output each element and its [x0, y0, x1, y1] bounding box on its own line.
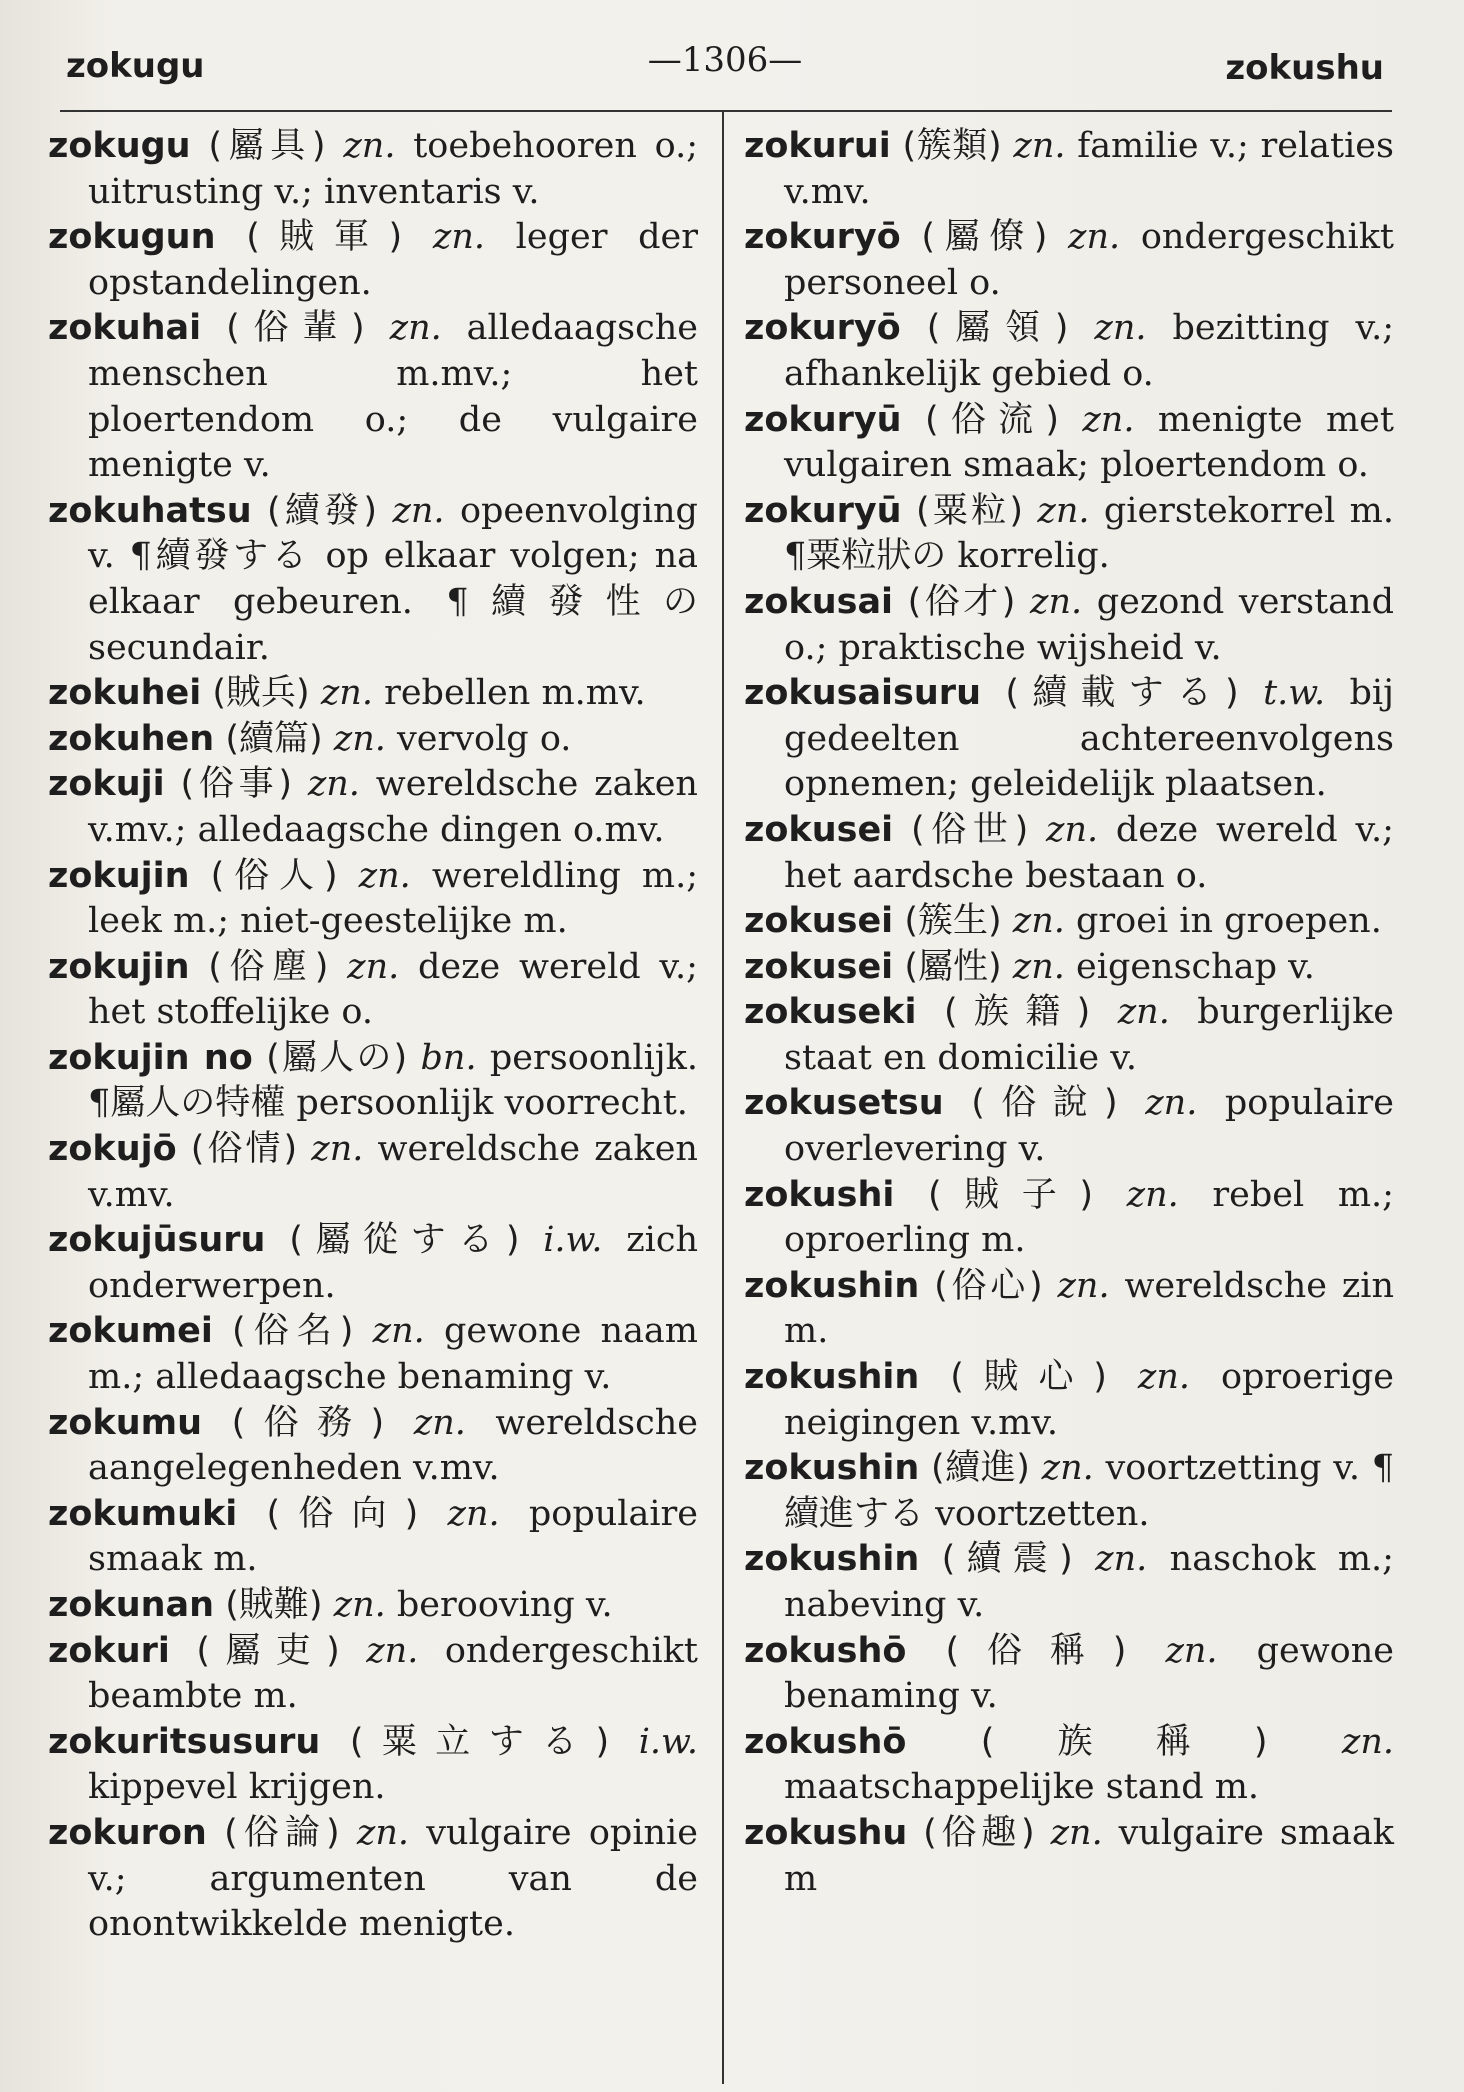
- entry-headword: zokunan: [48, 1585, 215, 1625]
- dictionary-entry: [48, 1127, 698, 1218]
- entry-definition: deze wereld v.; het aardsche bestaan o.: [784, 809, 1394, 896]
- entry-definition: gezond verstand o.; praktische wijsheid v.: [784, 581, 1394, 668]
- entry-kanji: (續篇): [225, 718, 323, 759]
- column-divider: [722, 112, 724, 2084]
- entry-headword: zokushō: [744, 1721, 907, 1762]
- entry-headword: zokumuki: [48, 1493, 238, 1534]
- entry-kanji: (俗塵): [208, 946, 329, 987]
- dictionary-entry: [744, 398, 1394, 489]
- entry-headword: zokuron: [48, 1812, 207, 1853]
- dictionary-entry: [48, 1583, 698, 1629]
- entry-definition: wereldling m.; leek m.; niet-geestelijke m.: [88, 855, 698, 942]
- entry-definition: gewone naam m.; alledaagsche benaming v.: [88, 1311, 698, 1398]
- entry-definition: zich onderwerpen.: [88, 1220, 698, 1306]
- entry-kanji: (賊心): [950, 1357, 1107, 1398]
- entry-definition: vervolg o.: [397, 718, 572, 759]
- dictionary-entry: [48, 1036, 698, 1127]
- dictionary-entry: [744, 990, 1394, 1081]
- entry-headword: zokuhatsu: [48, 490, 252, 531]
- entry-definition: naschok m.; nabeving v.: [784, 1539, 1394, 1625]
- entry-part-of-speech: i.w.: [543, 1220, 603, 1261]
- entry-kanji: (俗人): [210, 855, 338, 896]
- dictionary-entry: [744, 1629, 1394, 1720]
- entry-part-of-speech: zn.: [392, 490, 445, 531]
- entry-part-of-speech: zn.: [366, 1630, 419, 1671]
- entry-kanji: (俗稱): [945, 1630, 1127, 1671]
- entry-definition: vulgaire opinie v.; argumenten van de onontwikkelde menigte.: [88, 1812, 698, 1945]
- entry-kanji: (屬領): [926, 308, 1069, 349]
- dictionary-entry: [48, 1629, 698, 1720]
- entry-definition: wereldsche zaken v.mv.: [88, 1129, 698, 1215]
- entry-headword: zokuhen: [48, 718, 215, 759]
- entry-definition: bij gedeelten achtereenvolgens opnemen; geleidelijk plaatsen.: [784, 673, 1394, 805]
- header-rule: [60, 110, 1392, 112]
- entry-headword: zokushin: [744, 1357, 920, 1398]
- entry-definition: leger der opstandelingen.: [88, 217, 698, 303]
- entry-kanji: (續震): [941, 1539, 1073, 1580]
- entry-part-of-speech: zn.: [311, 1129, 364, 1170]
- entry-part-of-speech: zn.: [307, 764, 360, 805]
- entry-part-of-speech: zn.: [356, 1812, 409, 1853]
- entry-part-of-speech: zn.: [1046, 809, 1099, 850]
- entry-part-of-speech: i.w.: [638, 1721, 698, 1762]
- page-number: —1306—: [647, 40, 803, 80]
- right-column: [744, 124, 1394, 1902]
- entry-headword: zokusai: [744, 581, 894, 622]
- entry-headword: zokumei: [48, 1311, 213, 1352]
- entry-kanji: (賊難): [225, 1585, 323, 1625]
- entry-part-of-speech: zn.: [432, 217, 485, 258]
- entry-definition: wereldsche zin m.: [784, 1265, 1394, 1352]
- entry-part-of-speech: zn.: [333, 1585, 386, 1625]
- entry-part-of-speech: bn.: [420, 1037, 477, 1078]
- entry-headword: zokugun: [48, 217, 216, 258]
- entry-headword: zokujin: [48, 855, 190, 896]
- dictionary-entry: [744, 1446, 1394, 1537]
- entry-definition: ondergeschikt beambte m.: [88, 1630, 698, 1717]
- entry-definition: voortzetting v. ¶續進する voortzetten.: [784, 1448, 1394, 1534]
- entry-part-of-speech: zn.: [1094, 308, 1147, 349]
- entry-part-of-speech: zn.: [447, 1493, 500, 1534]
- entry-kanji: (俗世): [910, 809, 1029, 850]
- entry-headword: zokuri: [48, 1630, 170, 1671]
- entry-definition: populaire smaak m.: [88, 1493, 698, 1580]
- entry-kanji: (續載する): [1005, 673, 1239, 714]
- dictionary-entry: [48, 671, 698, 717]
- entry-definition: eigenschap v.: [1076, 946, 1315, 987]
- entry-kanji: (族稱): [980, 1721, 1268, 1762]
- dictionary-entry: [744, 580, 1394, 671]
- dictionary-entry: [744, 808, 1394, 899]
- entry-kanji: (屬具): [208, 126, 326, 166]
- entry-headword: zokurui: [744, 126, 891, 166]
- entry-headword: zokusei: [744, 809, 894, 850]
- dictionary-entry: [48, 1218, 698, 1309]
- entry-part-of-speech: t.w.: [1263, 673, 1326, 714]
- entry-part-of-speech: zn.: [389, 308, 442, 349]
- entry-headword: zokujin no: [48, 1037, 253, 1078]
- dictionary-entry: [744, 215, 1394, 306]
- header-right-guide-word: zokushu: [1225, 48, 1384, 88]
- entry-definition: deze wereld v.; het stoffelijke o.: [88, 946, 698, 1033]
- entry-definition: rebel m.; oproerling m.: [784, 1174, 1394, 1261]
- entry-definition: rebellen m.mv.: [384, 673, 646, 714]
- dictionary-entry: [48, 489, 698, 671]
- dictionary-entry: [48, 1720, 698, 1811]
- entry-part-of-speech: zn.: [343, 126, 396, 166]
- header-left-guide-word: zokugu: [66, 46, 205, 86]
- dictionary-entry: [744, 124, 1394, 215]
- dictionary-entry: [48, 945, 698, 1036]
- dictionary-entry: [744, 306, 1394, 397]
- entry-headword: zokushu: [744, 1812, 908, 1853]
- dictionary-entry: [744, 1081, 1394, 1172]
- entry-kanji: (屬人の): [266, 1037, 408, 1078]
- entry-kanji: (俗情): [190, 1129, 298, 1170]
- entry-kanji: (俗論): [224, 1812, 340, 1853]
- entry-kanji: (俗向): [266, 1493, 419, 1534]
- entry-kanji: (簇生): [904, 901, 1002, 942]
- entry-headword: zokusaisuru: [744, 673, 981, 714]
- entry-definition: familie v.; relaties v.mv.: [784, 126, 1394, 212]
- entry-headword: zokusei: [744, 946, 894, 987]
- entry-kanji: (屬性): [904, 946, 1002, 987]
- entry-definition: persoonlijk. ¶屬人の特權 persoonlijk voorrecht.: [88, 1037, 698, 1124]
- entry-headword: zokuryū: [744, 399, 902, 440]
- dictionary-entry: [744, 1355, 1394, 1446]
- entry-headword: zokujin: [48, 946, 190, 987]
- entry-kanji: (俗輩): [226, 308, 365, 349]
- entry-kanji: (賊子): [928, 1174, 1093, 1215]
- entry-definition: groei in groepen.: [1076, 901, 1382, 942]
- entry-part-of-speech: zn.: [1050, 1812, 1103, 1853]
- entry-part-of-speech: zn.: [1013, 126, 1066, 166]
- entry-part-of-speech: zn.: [1037, 490, 1090, 531]
- entry-definition: maatschappelijke stand m.: [784, 1767, 1260, 1808]
- entry-headword: zokuseki: [744, 992, 917, 1033]
- entry-definition: oproerige neigingen v.mv.: [784, 1357, 1394, 1443]
- entry-definition: ondergeschikt personeel o.: [784, 217, 1394, 303]
- entry-kanji: (粟粒): [915, 490, 1024, 531]
- entry-kanji: (屬僚): [921, 217, 1048, 258]
- dictionary-entry: [744, 489, 1394, 580]
- entry-kanji: (續發): [267, 490, 378, 531]
- entry-kanji: (俗心): [934, 1265, 1043, 1306]
- entry-kanji: (俗才): [907, 581, 1016, 622]
- entry-part-of-speech: zn.: [320, 673, 373, 714]
- entry-kanji: (俗務): [231, 1402, 385, 1443]
- dictionary-entry: [48, 854, 698, 945]
- entry-definition: bezitting v.; afhankelijk gebied o.: [784, 308, 1394, 394]
- entry-definition: alledaagsche menschen m.mv.; het ploertendom o.; de vulgaire menigte v.: [88, 308, 698, 486]
- entry-part-of-speech: zn.: [1041, 1448, 1094, 1489]
- dictionary-entry: [744, 899, 1394, 945]
- entry-headword: zokushin: [744, 1448, 920, 1489]
- entry-part-of-speech: zn.: [1341, 1721, 1394, 1762]
- entry-part-of-speech: zn.: [1057, 1265, 1110, 1306]
- left-column: [48, 124, 698, 1948]
- entry-headword: zokusetsu: [744, 1083, 944, 1124]
- entry-headword: zokuritsusuru: [48, 1721, 321, 1762]
- entry-kanji: (族籍): [943, 992, 1091, 1033]
- dictionary-entry: [744, 1264, 1394, 1355]
- entry-part-of-speech: zn.: [1117, 992, 1170, 1033]
- entry-definition: wereldsche aangelegenheden v.mv.: [88, 1402, 698, 1489]
- entry-definition: populaire overlevering v.: [784, 1083, 1394, 1170]
- dictionary-entry: [744, 1173, 1394, 1264]
- dictionary-entry: [48, 215, 698, 306]
- entry-definition: toebehooren o.; uitrusting v.; inventaris v.: [88, 126, 698, 212]
- entry-headword: zokuhei: [48, 673, 202, 714]
- entry-kanji: (俗說): [971, 1083, 1118, 1124]
- entry-part-of-speech: zn.: [358, 855, 411, 896]
- entry-headword: zokuji: [48, 764, 165, 805]
- entry-part-of-speech: zn.: [1137, 1357, 1190, 1398]
- entry-headword: zokujūsuru: [48, 1220, 266, 1261]
- entry-kanji: (屬從する): [289, 1220, 520, 1261]
- dictionary-entry: [744, 945, 1394, 991]
- entry-part-of-speech: zn.: [1145, 1083, 1198, 1124]
- entry-kanji: (俗流): [924, 399, 1059, 440]
- dictionary-entry: [744, 1720, 1394, 1811]
- dictionary-entry: [48, 1492, 698, 1583]
- entry-headword: zokushin: [744, 1265, 920, 1306]
- entry-headword: zokushi: [744, 1174, 895, 1215]
- page-header: [66, 40, 1384, 100]
- entry-headword: zokuryō: [744, 217, 901, 258]
- entry-headword: zokushin: [744, 1539, 920, 1580]
- entry-part-of-speech: zn.: [1165, 1630, 1218, 1671]
- dictionary-entry: [48, 762, 698, 853]
- entry-definition: gierstekorrel m. ¶粟粒狀の korrelig.: [784, 490, 1394, 577]
- dictionary-entry: [744, 1811, 1394, 1902]
- dictionary-entry: [744, 671, 1394, 808]
- entry-part-of-speech: zn.: [1012, 946, 1065, 987]
- dictionary-entry: [48, 1811, 698, 1948]
- entry-kanji: (賊軍): [246, 217, 403, 258]
- dictionary-entry: [48, 717, 698, 763]
- entry-kanji: (俗事): [180, 764, 292, 805]
- entry-headword: zokuhai: [48, 308, 202, 349]
- entry-kanji: (俗趣): [923, 1812, 1035, 1853]
- entry-kanji: (俗名): [232, 1311, 354, 1352]
- entry-part-of-speech: zn.: [1030, 581, 1083, 622]
- dictionary-entry: [48, 1309, 698, 1400]
- dictionary-entry: [48, 306, 698, 488]
- entry-definition: menigte met vulgairen smaak; ploertendom o.: [784, 399, 1394, 486]
- entry-part-of-speech: zn.: [347, 946, 400, 987]
- dictionary-entry: [744, 1537, 1394, 1628]
- entry-kanji: (續進): [930, 1448, 1030, 1489]
- entry-part-of-speech: zn.: [372, 1311, 425, 1352]
- entry-kanji: (屬吏): [196, 1630, 340, 1671]
- entry-headword: zokugu: [48, 126, 191, 166]
- entry-definition: berooving v.: [396, 1585, 613, 1625]
- dictionary-entry: [48, 124, 698, 215]
- entry-headword: zokumu: [48, 1402, 202, 1443]
- entry-part-of-speech: zn.: [413, 1402, 466, 1443]
- entry-part-of-speech: zn.: [333, 718, 386, 759]
- entry-kanji: (粟立する): [349, 1721, 610, 1762]
- entry-part-of-speech: zn.: [1068, 217, 1121, 258]
- entry-definition: burgerlijke staat en domicilie v.: [784, 992, 1394, 1078]
- entry-definition: wereldsche zaken v.mv.; alledaagsche dingen o.mv.: [88, 764, 698, 850]
- entry-headword: zokuryū: [744, 490, 902, 531]
- entry-headword: zokushō: [744, 1630, 907, 1671]
- entry-part-of-speech: zn.: [1082, 399, 1135, 440]
- entry-part-of-speech: zn.: [1126, 1174, 1179, 1215]
- entry-kanji: (簇類): [902, 126, 1002, 166]
- entry-definition: gewone benaming v.: [784, 1630, 1394, 1717]
- entry-headword: zokuryō: [744, 308, 901, 349]
- entry-part-of-speech: zn.: [1095, 1539, 1148, 1580]
- entry-part-of-speech: zn.: [1012, 901, 1065, 942]
- entry-definition: kippevel krijgen.: [88, 1767, 386, 1808]
- entry-headword: zokusei: [744, 901, 894, 942]
- entry-headword: zokujō: [48, 1129, 177, 1170]
- entry-definition: opeenvolging v. ¶續發する op elkaar volgen; na elkaar gebeuren. ¶續發性の secundair.: [88, 490, 698, 668]
- entry-kanji: (賊兵): [212, 673, 310, 714]
- dictionary-entry: [48, 1401, 698, 1492]
- entry-definition: vulgaire smaak m: [784, 1812, 1394, 1899]
